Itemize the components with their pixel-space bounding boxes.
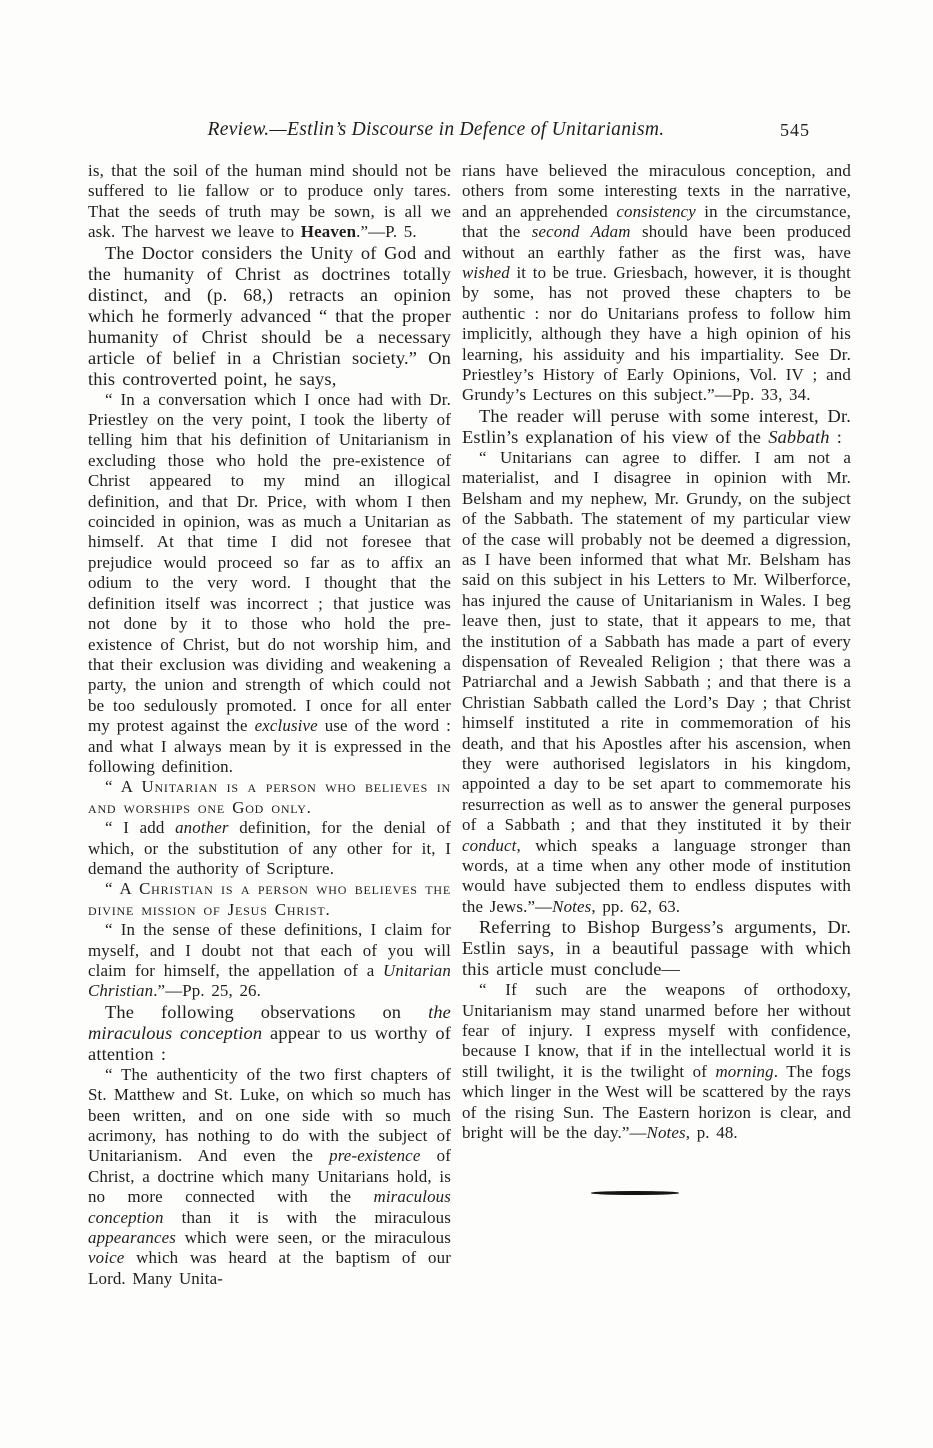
text-run: of Christ, a doctrine which many Unitarians hold, is no more connected with the	[88, 1146, 451, 1207]
text-run: morning	[715, 1061, 774, 1081]
text-run: voice	[88, 1248, 125, 1268]
text-run: A Christian is a person who believes the divine mission of Jesus Christ.	[88, 879, 451, 919]
text-run: it to be true. Griesbach, however, it is thought by some, has not proved these chapters to be authentic : nor do Unitarians profess to follow him implicitly, although they have a high opinion of his learning, his assiduity and his impartiality. See Dr. Priestley’s History of Early Opinions, Vol. IV ; and Grundy’s Lectures on this subject.”—Pp. 33, 34.	[462, 263, 851, 405]
text-run: conduct	[462, 835, 517, 855]
paragraph	[88, 390, 451, 778]
text-run: appearances	[88, 1228, 176, 1248]
paragraph	[88, 777, 451, 818]
text-run: Heaven	[300, 222, 357, 242]
text-run: “ If such are the weapons of orthodoxy, Unitarianism may stand unarmed before her without fear of injury. I express myself with confidence, because I know, that if in the intellectual world it is still twilight, it is the twilight of	[462, 980, 851, 1081]
running-title: Review.—Estlin’s Discourse in Defence of Unitarianism.	[207, 119, 665, 140]
text-run: consistency	[616, 201, 696, 221]
text-run: “	[105, 879, 120, 899]
text-run: , p. 48.	[685, 1123, 738, 1143]
paragraph	[462, 161, 851, 406]
text-run: appear to us worthy of attention :	[88, 1022, 451, 1064]
paragraph	[88, 1065, 451, 1289]
paragraph	[462, 980, 851, 1143]
text-run: The reader will peruse with some interest, Dr. Estlin’s explanation of his view of the	[462, 405, 851, 447]
text-run: Notes	[646, 1123, 686, 1143]
text-run: Referring to Bishop Burgess’s arguments, Dr. Estlin says, in a beautiful passage with which this article must conclude—	[462, 917, 851, 980]
text-run: which were seen, or the miraculous	[175, 1228, 451, 1248]
text-run: Unitarian Christian	[88, 961, 451, 1001]
text-run: , pp. 62, 63.	[591, 896, 681, 916]
paragraph	[462, 448, 851, 917]
text-run: exclusive	[254, 716, 318, 736]
text-run: A Unitarian is a person who believes in and worships one God only.	[88, 777, 451, 817]
text-run: is, that the soil of the human mind should not be suffered to lie fallow or to produce only tares. That the seeds of truth may be sown, is all we ask. The harvest we leave to	[88, 161, 451, 242]
text-run: the miraculous conception	[88, 1001, 451, 1043]
text-run: in the circumstance, that the	[462, 201, 851, 242]
text-run: should have been produced without an earthly father as the first was, have	[462, 222, 852, 262]
paragraph	[88, 920, 451, 1002]
text-run: Notes	[552, 896, 592, 916]
text-run: :	[829, 426, 842, 447]
paragraph	[462, 406, 851, 448]
text-run: “ In a conversation which I once had with Dr. Priestley on the very point, I took the liberty of telling him that his definition of Unitarianism in excluding those who hold the pre-existence of Christ appeared to my mind an illogical definition, and that Dr. Price, with whom I then coincided in opinion, was as much a Unitarian as himself. At that time I did not foresee that prejudice would proceed so far as to affix an odium to the very word. I thought that the definition itself was incorrect ; that justice was not done by it to those who hold the pre-existence of Christ, but do not worship him, and that their exclusion was dividing and weakening a party, the union and strength of which could not be too sedulously promoted. I once for all enter my protest against the	[88, 389, 451, 736]
text-run: definition, for the denial of which, or the substitution of any other for it, I demand the authority of Scripture.	[88, 818, 451, 878]
text-run: rians have believed the miraculous conception, and others from some interesting texts in the narrative, and an apprehended	[462, 161, 851, 221]
paragraph	[88, 243, 451, 390]
text-run: second Adam	[531, 222, 631, 242]
text-run: “ In the sense of these definitions, I claim for myself, and I doubt not that each of you will claim for himself, the appellation of a	[88, 920, 451, 980]
text-run: “ Unitarians can agree to differ. I am not a materialist, and I disagree in opinion with Mr. Belsham and my nephew, Mr. Grundy, on the subject of the Sabbath. The statement of my particular view of the case will probably not be deemed a digression, as I have been informed that what Mr. Belsham has said on this subject in his Letters to Mr. Wilberforce, has injured the cause of Unitarianism in Wales. I beg leave then, just to state, that it appears to me, that the institution of a Sabbath has made a part of every dispensation of Revealed Religion ; that there was a Patriarchal and a Jewish Sabbath ; and that there is a Christian Sabbath called the Lord’s Day ; that Christ himself instituted a rite in commemoration of his death, and that his Apostles after his ascension, when they were authorised legislators in his kingdom, appointed a day to be set apart to commemorate his resurrection as well as to answer the general purposes of a Sabbath ; and that they instituted it by their	[462, 447, 851, 835]
right-column-text	[462, 161, 851, 1143]
paragraph	[88, 818, 451, 879]
text-run: “ The authenticity of the two first chapters of St. Matthew and St. Luke, on which so much has been written, and on one side with so much acrimony, has nothing to do with the subject of Unitarianism. And even the	[88, 1064, 451, 1166]
text-run: .”—P. 5.	[356, 222, 417, 242]
text-run: pre-existence	[329, 1146, 421, 1166]
text-run: . The fogs which linger in the West will be scattered by the rays of the rising Sun. The Eastern horizon is clear, and bright will be the day.”—	[462, 1061, 852, 1143]
two-column-text-block	[88, 161, 851, 1289]
text-run: miraculous conception	[88, 1187, 451, 1227]
paragraph	[88, 161, 451, 243]
text-run: , which speaks a language stronger than words, at a time when any other mode of institution would have subjected them to endless disputes with the Jews.”—	[462, 835, 851, 916]
paragraph	[88, 1002, 451, 1065]
text-run: than it is with the miraculous	[163, 1207, 451, 1227]
text-run: another	[175, 818, 229, 838]
paragraph	[462, 917, 851, 980]
text-run: Sabbath	[768, 426, 830, 447]
text-run: wished	[462, 263, 510, 283]
text-run: use of the word : and what I always mean by it is expressed in the following definition.	[88, 716, 451, 776]
page-number: 545	[780, 120, 810, 140]
text-run: “	[105, 777, 121, 797]
left-column	[88, 161, 451, 1289]
text-run: The Doctor considers the Unity of God and the humanity of Christ as doctrines totally distinct, and (p. 68,) retracts an opinion which he formerly advanced “ that the proper humanity of Christ should be a necessary article of belief in a Christian society.” On this controverted point, he says,	[88, 242, 451, 389]
text-run: “ I add	[105, 818, 176, 838]
page-header	[88, 119, 848, 149]
text-run: which was heard at the baptism of our Lord. Many Unita-	[88, 1248, 451, 1288]
text-run: The following observations on	[105, 1001, 429, 1022]
paragraph	[88, 879, 451, 920]
text-run: .”—Pp. 25, 26.	[153, 981, 262, 1001]
section-end-rule	[591, 1191, 679, 1195]
right-column	[462, 161, 851, 1195]
